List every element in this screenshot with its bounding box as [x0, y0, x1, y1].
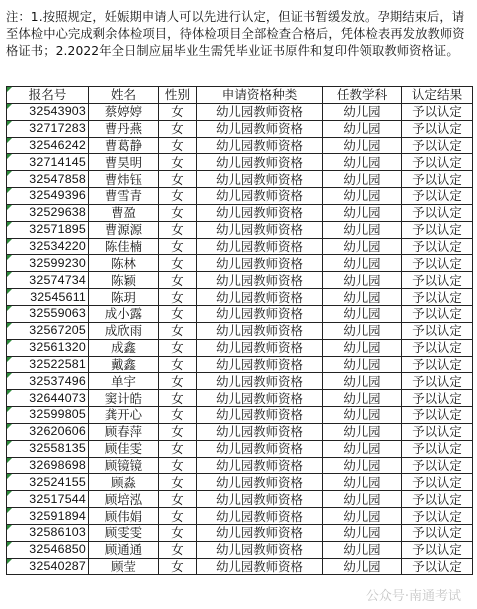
subject-cell: 幼儿园: [323, 188, 402, 205]
result-cell: 予以认定: [402, 524, 473, 541]
registration-number-cell: 32559063: [7, 305, 89, 322]
registration-number-cell: 32547858: [7, 171, 89, 188]
gender-cell: 女: [159, 491, 197, 508]
result-cell: 予以认定: [402, 558, 473, 575]
results-table: [6, 86, 473, 575]
gender-cell: 女: [159, 558, 197, 575]
registration-number-cell: 32549396: [7, 188, 89, 205]
subject-cell: 幼儿园: [323, 407, 402, 424]
subject-cell: 幼儿园: [323, 541, 402, 558]
result-cell: 予以认定: [402, 474, 473, 491]
name-cell: 顾镜镜: [89, 457, 159, 474]
subject-cell: 幼儿园: [323, 474, 402, 491]
name-cell: 陈玥: [89, 289, 159, 306]
header-name: 姓名: [89, 87, 159, 104]
result-cell: 予以认定: [402, 322, 473, 339]
table-row: [7, 120, 473, 137]
subject-cell: 幼儿园: [323, 305, 402, 322]
registration-number-cell: 32546850: [7, 541, 89, 558]
gender-cell: 女: [159, 103, 197, 120]
subject-cell: 幼儿园: [323, 289, 402, 306]
name-cell: 陈颖: [89, 272, 159, 289]
subject-cell: 幼儿园: [323, 508, 402, 525]
name-cell: 顾佳雯: [89, 440, 159, 457]
gender-cell: 女: [159, 188, 197, 205]
subject-cell: 幼儿园: [323, 524, 402, 541]
table-row: [7, 103, 473, 120]
gender-cell: 女: [159, 154, 197, 171]
results-table-container: [6, 86, 472, 575]
table-row: [7, 154, 473, 171]
result-cell: 予以认定: [402, 255, 473, 272]
registration-number-cell: 32561320: [7, 339, 89, 356]
subject-cell: 幼儿园: [323, 238, 402, 255]
table-row: [7, 356, 473, 373]
gender-cell: 女: [159, 238, 197, 255]
result-cell: 予以认定: [402, 289, 473, 306]
table-row: [7, 508, 473, 525]
registration-number-cell: 32517544: [7, 491, 89, 508]
registration-number-cell: 32558135: [7, 440, 89, 457]
table-row: [7, 305, 473, 322]
subject-cell: 幼儿园: [323, 120, 402, 137]
name-cell: 龚开心: [89, 407, 159, 424]
registration-number-cell: 32529638: [7, 204, 89, 221]
subject-cell: 幼儿园: [323, 356, 402, 373]
table-row: [7, 137, 473, 154]
qualification-type-cell: 幼儿园教师资格: [197, 171, 323, 188]
qualification-type-cell: 幼儿园教师资格: [197, 558, 323, 575]
subject-cell: 幼儿园: [323, 221, 402, 238]
name-cell: 窦计皓: [89, 390, 159, 407]
name-cell: 曹葛静: [89, 137, 159, 154]
table-row: [7, 188, 473, 205]
table-row: [7, 373, 473, 390]
registration-number-cell: 32543903: [7, 103, 89, 120]
result-cell: 予以认定: [402, 103, 473, 120]
result-cell: 予以认定: [402, 305, 473, 322]
subject-cell: 幼儿园: [323, 137, 402, 154]
name-cell: 曹丹燕: [89, 120, 159, 137]
qualification-type-cell: 幼儿园教师资格: [197, 440, 323, 457]
qualification-type-cell: 幼儿园教师资格: [197, 491, 323, 508]
registration-number-cell: 32524155: [7, 474, 89, 491]
table-row: [7, 204, 473, 221]
result-cell: 予以认定: [402, 491, 473, 508]
result-cell: 予以认定: [402, 373, 473, 390]
result-cell: 予以认定: [402, 423, 473, 440]
qualification-type-cell: 幼儿园教师资格: [197, 423, 323, 440]
subject-cell: 幼儿园: [323, 272, 402, 289]
registration-number-cell: 32567205: [7, 322, 89, 339]
name-cell: 成欣雨: [89, 322, 159, 339]
name-cell: 顾通通: [89, 541, 159, 558]
name-cell: 陈林: [89, 255, 159, 272]
table-row: [7, 390, 473, 407]
name-cell: 单宇: [89, 373, 159, 390]
result-cell: 予以认定: [402, 120, 473, 137]
qualification-type-cell: 幼儿园教师资格: [197, 541, 323, 558]
qualification-type-cell: 幼儿园教师资格: [197, 221, 323, 238]
table-row: [7, 423, 473, 440]
table-row: [7, 238, 473, 255]
table-header-row: [7, 87, 473, 104]
qualification-type-cell: 幼儿园教师资格: [197, 508, 323, 525]
qualification-type-cell: 幼儿园教师资格: [197, 373, 323, 390]
qualification-type-cell: 幼儿园教师资格: [197, 238, 323, 255]
name-cell: 顾培泓: [89, 491, 159, 508]
qualification-type-cell: 幼儿园教师资格: [197, 322, 323, 339]
gender-cell: 女: [159, 508, 197, 525]
qualification-type-cell: 幼儿园教师资格: [197, 289, 323, 306]
subject-cell: 幼儿园: [323, 558, 402, 575]
qualification-type-cell: 幼儿园教师资格: [197, 407, 323, 424]
subject-cell: 幼儿园: [323, 103, 402, 120]
result-cell: 予以认定: [402, 204, 473, 221]
qualification-type-cell: 幼儿园教师资格: [197, 255, 323, 272]
gender-cell: 女: [159, 474, 197, 491]
result-cell: 予以认定: [402, 154, 473, 171]
name-cell: 曹炜钰: [89, 171, 159, 188]
table-row: [7, 255, 473, 272]
subject-cell: 幼儿园: [323, 171, 402, 188]
name-cell: 成鑫: [89, 339, 159, 356]
name-cell: 曹源源: [89, 221, 159, 238]
gender-cell: 女: [159, 373, 197, 390]
subject-cell: 幼儿园: [323, 457, 402, 474]
registration-number-cell: 32534220: [7, 238, 89, 255]
subject-cell: 幼儿园: [323, 440, 402, 457]
table-body: [7, 103, 473, 575]
gender-cell: 女: [159, 255, 197, 272]
registration-number-cell: 32574734: [7, 272, 89, 289]
subject-cell: 幼儿园: [323, 373, 402, 390]
notice-text: 注：1.按照规定，妊娠期申请人可以先进行认定，但证书暂缓发放。孕期结束后，请至体检中心完成剩余体检项目，待体检项目全部检查合格后，凭体检表再发放教师资格证书；2.2022年全日制应届毕业生需凭毕业证书原件和复印件领取教师资格证。: [6, 10, 465, 58]
name-cell: 顾莹: [89, 558, 159, 575]
gender-cell: 女: [159, 204, 197, 221]
qualification-type-cell: 幼儿园教师资格: [197, 204, 323, 221]
qualification-type-cell: 幼儿园教师资格: [197, 103, 323, 120]
table-row: [7, 457, 473, 474]
table-row: [7, 524, 473, 541]
gender-cell: 女: [159, 289, 197, 306]
gender-cell: 女: [159, 423, 197, 440]
name-cell: 曹盈: [89, 204, 159, 221]
gender-cell: 女: [159, 272, 197, 289]
registration-number-cell: 32537496: [7, 373, 89, 390]
gender-cell: 女: [159, 390, 197, 407]
gender-cell: 女: [159, 356, 197, 373]
qualification-type-cell: 幼儿园教师资格: [197, 457, 323, 474]
gender-cell: 女: [159, 137, 197, 154]
result-cell: 予以认定: [402, 508, 473, 525]
registration-number-cell: 32644073: [7, 390, 89, 407]
gender-cell: 女: [159, 120, 197, 137]
registration-number-cell: 32540287: [7, 558, 89, 575]
name-cell: 曹昊明: [89, 154, 159, 171]
qualification-type-cell: 幼儿园教师资格: [197, 390, 323, 407]
table-row: [7, 171, 473, 188]
registration-number-cell: 32591894: [7, 508, 89, 525]
table-row: [7, 474, 473, 491]
result-cell: 予以认定: [402, 137, 473, 154]
gender-cell: 女: [159, 171, 197, 188]
name-cell: 陈佳楠: [89, 238, 159, 255]
header-result: 认定结果: [402, 87, 473, 104]
name-cell: 戴鑫: [89, 356, 159, 373]
subject-cell: 幼儿园: [323, 154, 402, 171]
gender-cell: 女: [159, 339, 197, 356]
registration-number-cell: 32620606: [7, 423, 89, 440]
gender-cell: 女: [159, 407, 197, 424]
name-cell: 成小露: [89, 305, 159, 322]
table-row: [7, 407, 473, 424]
table-row: [7, 440, 473, 457]
qualification-type-cell: 幼儿园教师资格: [197, 272, 323, 289]
watermark: 公众号·南通考试: [365, 589, 461, 604]
name-cell: 顾春萍: [89, 423, 159, 440]
result-cell: 予以认定: [402, 457, 473, 474]
subject-cell: 幼儿园: [323, 491, 402, 508]
gender-cell: 女: [159, 541, 197, 558]
registration-number-cell: 32698698: [7, 457, 89, 474]
result-cell: 予以认定: [402, 407, 473, 424]
registration-number-cell: 32571895: [7, 221, 89, 238]
registration-number-cell: 32599805: [7, 407, 89, 424]
table-row: [7, 322, 473, 339]
registration-number-cell: 32545611: [7, 289, 89, 306]
subject-cell: 幼儿园: [323, 339, 402, 356]
table-row: [7, 339, 473, 356]
table-row: [7, 221, 473, 238]
result-cell: 予以认定: [402, 390, 473, 407]
name-cell: 蔡婷婷: [89, 103, 159, 120]
registration-number-cell: 32586103: [7, 524, 89, 541]
qualification-type-cell: 幼儿园教师资格: [197, 188, 323, 205]
subject-cell: 幼儿园: [323, 322, 402, 339]
header-subject: 任教学科: [323, 87, 402, 104]
gender-cell: 女: [159, 440, 197, 457]
table-row: [7, 289, 473, 306]
registration-number-cell: 32717283: [7, 120, 89, 137]
table-row: [7, 558, 473, 575]
qualification-type-cell: 幼儿园教师资格: [197, 120, 323, 137]
registration-number-cell: 32599230: [7, 255, 89, 272]
subject-cell: 幼儿园: [323, 204, 402, 221]
registration-number-cell: 32546242: [7, 137, 89, 154]
name-cell: 顾淼: [89, 474, 159, 491]
gender-cell: 女: [159, 524, 197, 541]
result-cell: 予以认定: [402, 356, 473, 373]
name-cell: 曹雪青: [89, 188, 159, 205]
qualification-type-cell: 幼儿园教师资格: [197, 154, 323, 171]
gender-cell: 女: [159, 221, 197, 238]
result-cell: 予以认定: [402, 188, 473, 205]
result-cell: 予以认定: [402, 339, 473, 356]
gender-cell: 女: [159, 457, 197, 474]
name-cell: 顾雯雯: [89, 524, 159, 541]
result-cell: 予以认定: [402, 238, 473, 255]
qualification-type-cell: 幼儿园教师资格: [197, 356, 323, 373]
result-cell: 予以认定: [402, 440, 473, 457]
result-cell: 予以认定: [402, 541, 473, 558]
qualification-type-cell: 幼儿园教师资格: [197, 524, 323, 541]
subject-cell: 幼儿园: [323, 255, 402, 272]
qualification-type-cell: 幼儿园教师资格: [197, 305, 323, 322]
qualification-type-cell: 幼儿园教师资格: [197, 339, 323, 356]
qualification-type-cell: 幼儿园教师资格: [197, 474, 323, 491]
subject-cell: 幼儿园: [323, 423, 402, 440]
header-gender: 性别: [159, 87, 197, 104]
table-row: [7, 541, 473, 558]
registration-number-cell: 32522581: [7, 356, 89, 373]
table-row: [7, 272, 473, 289]
subject-cell: 幼儿园: [323, 390, 402, 407]
result-cell: 予以认定: [402, 272, 473, 289]
header-registration-number: 报名号: [7, 87, 89, 104]
gender-cell: 女: [159, 305, 197, 322]
result-cell: 予以认定: [402, 221, 473, 238]
header-qualification-type: 申请资格种类: [197, 87, 323, 104]
table-row: [7, 491, 473, 508]
registration-number-cell: 32714145: [7, 154, 89, 171]
name-cell: 顾伟娟: [89, 508, 159, 525]
qualification-type-cell: 幼儿园教师资格: [197, 137, 323, 154]
result-cell: 予以认定: [402, 171, 473, 188]
gender-cell: 女: [159, 322, 197, 339]
